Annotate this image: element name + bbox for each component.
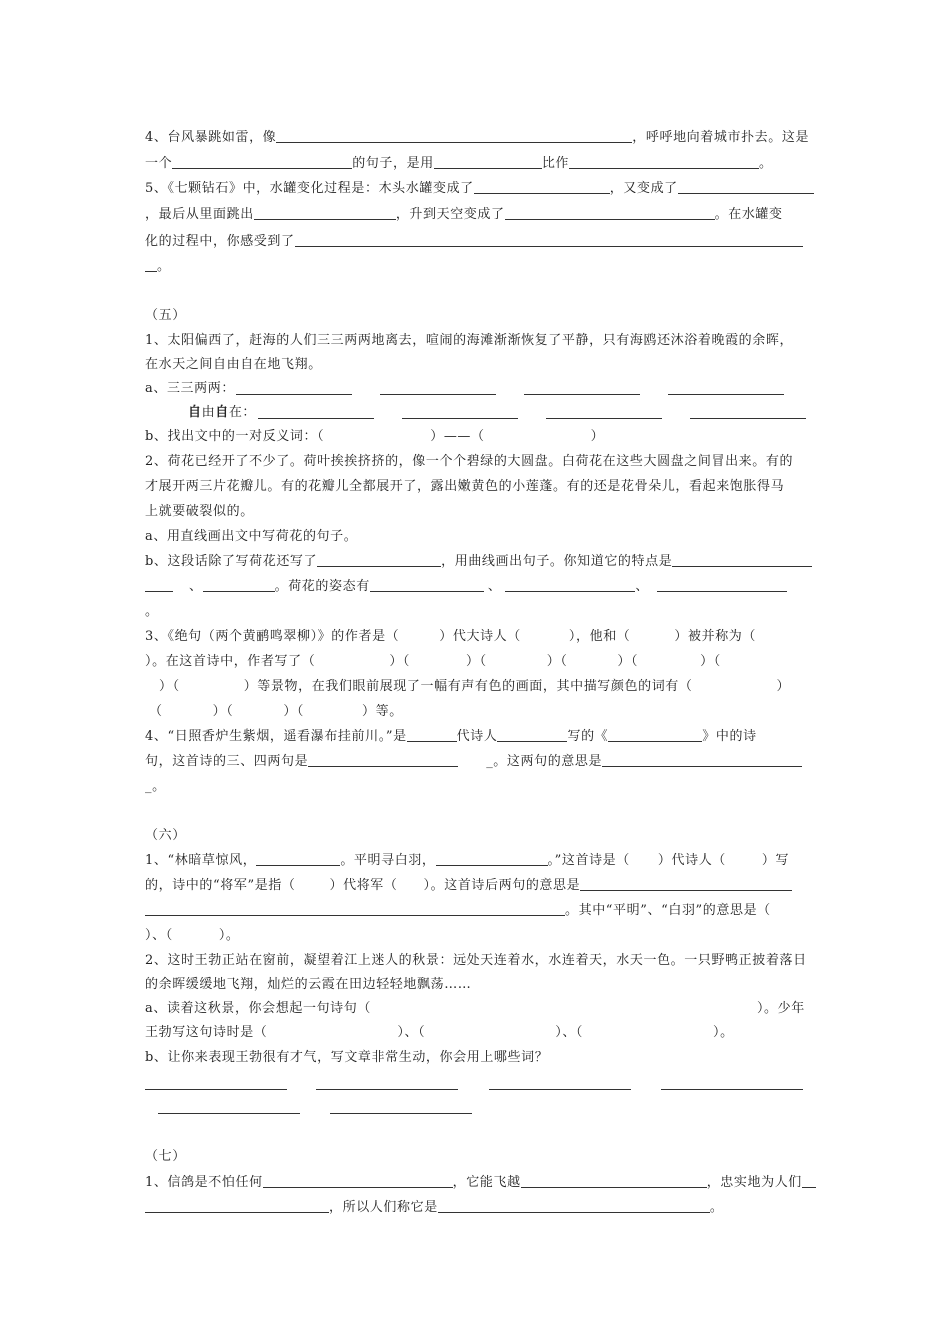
answer-blank[interactable] [436, 851, 548, 866]
s5-q1-a [145, 379, 817, 398]
s6-q2-text: ）、（ [555, 1025, 584, 1040]
answer-blank[interactable] [678, 179, 814, 194]
s6-q1-line1 [145, 851, 817, 870]
s5-q3-line1 [145, 627, 817, 646]
s5-q2-line1: 2、荷花已经开了不少了。荷叶挨挨挤挤的，像一个个碧绿的大圆盘。白荷花在这些大圆盘之间冒出来。有的 [145, 454, 794, 469]
answer-blank[interactable] [608, 727, 702, 742]
s5-q3-line4 [145, 702, 817, 721]
answer-blank[interactable] [668, 393, 784, 395]
s5-q4-line3: _。 [145, 779, 166, 794]
answer-blank[interactable] [145, 577, 173, 592]
s5-q3-text: ）（ [212, 704, 234, 719]
answer-blank[interactable] [402, 417, 518, 419]
s6-q2-a1 [145, 999, 817, 1018]
answer-blank[interactable] [380, 393, 496, 395]
s5-q3-line3 [145, 677, 817, 696]
s5-q4-text: 》中的诗 [702, 729, 757, 744]
answer-blank[interactable] [407, 727, 457, 742]
s5-q3-text: ）（ [283, 704, 305, 719]
answer-blank[interactable] [497, 727, 567, 742]
s5-q1-a2-char: 自 [188, 405, 202, 420]
s6-q1-text: 1、“林暗草惊风， [145, 853, 257, 868]
s5-q2-c-text: 、 [487, 579, 502, 594]
s4-q5-text: ，升到天空变成了 [395, 207, 505, 222]
s5-q1-b-text: ） [590, 429, 605, 444]
s5-q1-b-text: b、找出文中的一对反义词：（ [145, 429, 325, 444]
s5-q2-b [145, 552, 817, 571]
s6-q1-line4 [145, 926, 817, 945]
s6-q1-text: ）。 [218, 928, 240, 943]
s6-q2-text: 王勃写这句诗时是（ [145, 1025, 268, 1040]
s5-q1-a2-char: 自 [215, 405, 229, 420]
s4-q4-text: 4、台风暴跳如雷，像 [145, 130, 277, 145]
s4-q5-line1 [145, 179, 817, 198]
s6-q1-text: ）、（ [145, 928, 173, 943]
s6-q2-b: b、让你来表现王勃很有才气，写文章非常生动，你会用上哪些词？ [145, 1050, 549, 1065]
s6-q1-text: 。其中“平明”、“白羽”的意思是（ [565, 903, 771, 918]
s5-q2-b-text: b、这段话除了写荷花还写了 [145, 554, 318, 569]
s5-q2-c-text: 。荷花的姿态有 [274, 579, 370, 594]
s5-q3-line2 [145, 652, 817, 671]
answer-blank[interactable] [661, 1088, 803, 1090]
s5-q3-text: ）（ [159, 679, 180, 694]
s6-q2-text: ）。 [713, 1025, 734, 1040]
s4-q4-text: 一个 [145, 156, 173, 171]
s6-q1-text: ）代诗人（ [657, 853, 726, 868]
s5-q4-text: 4、“日照香炉生紫烟，遥看瀑布挂前川。”是 [145, 729, 407, 744]
s6-q2-text: a、读着这秋景，你会想起一句诗句（ [145, 1001, 371, 1016]
answer-blank[interactable] [802, 1173, 816, 1188]
answer-blank[interactable] [602, 752, 802, 767]
answer-blank[interactable] [434, 154, 542, 169]
s5-q3-text: （ [149, 704, 163, 719]
s7-q1-text: ，所以人们称它是 [329, 1200, 438, 1215]
s4-q5-text: 化的过程中，你感受到了 [145, 234, 295, 249]
s6-q2-text: ）、（ [397, 1025, 426, 1040]
answer-blank[interactable] [370, 577, 484, 592]
s4-q4-text: 的句子，是用 [352, 156, 434, 171]
answer-blank[interactable] [489, 1088, 631, 1090]
answer-blank[interactable] [145, 1088, 287, 1090]
s7-title: （七） [145, 1149, 186, 1164]
s4-q5-text: 。在水罐变 [714, 207, 783, 222]
answer-blank[interactable] [295, 232, 803, 247]
s7-q1-line2 [145, 1198, 817, 1217]
s6-q1-line3 [145, 901, 817, 920]
s5-q3-text: ）。在这首诗中，作者写了（ [145, 654, 316, 669]
answer-blank[interactable] [158, 1112, 300, 1114]
s6-q2-line1: 2、这时王勃正站在窗前，凝望着江上迷人的秋景：远处天连着水，水连着天，水天一色。一只野鸭正披着落日 [145, 953, 807, 968]
s5-q4-line2 [145, 752, 817, 771]
s5-q2-c-text: 、 [635, 579, 650, 594]
s5-q1-a-label: a、三三两两： [145, 381, 235, 396]
s5-q4-text: 写的《 [567, 729, 609, 744]
answer-blank[interactable] [263, 1173, 453, 1188]
s5-q1-line2: 在水天之间自由自在地飞翔。 [145, 357, 322, 372]
s5-q3-text: ）等景物，在我们眼前展现了一幅有声有色的画面，其中描写颜色的词有（ [243, 679, 693, 694]
s7-q1-text: 1、信鸽是不怕任何 [145, 1175, 263, 1190]
s4-q4-line2 [145, 154, 817, 173]
s6-q1-line2 [145, 876, 817, 895]
s7-q1-text: ，忠实地为人们 [706, 1175, 802, 1190]
s5-q1-b [145, 427, 817, 446]
answer-blank[interactable] [203, 577, 275, 592]
s4-q5-text: 5、《七颗钻石》中，水罐变化过程是：木头水罐变成了 [145, 181, 474, 196]
answer-blank[interactable] [145, 1198, 329, 1213]
answer-blank[interactable] [276, 128, 632, 143]
answer-blank[interactable] [236, 393, 352, 395]
s4-q5-text: ，最后从里面跳出 [145, 207, 254, 222]
s7-q1-line1 [145, 1173, 817, 1192]
answer-blank[interactable] [145, 257, 157, 272]
s4-q5-text: ，又变成了 [609, 181, 678, 196]
s5-q2-line3: 上就要破裂似的。 [145, 504, 254, 519]
s4-q5-line2 [145, 205, 817, 224]
s5-q3-text: ）（ [466, 654, 487, 669]
s5-q1-a2 [188, 403, 860, 422]
s5-q2-d: 。 [145, 604, 159, 619]
answer-blank[interactable] [330, 1112, 472, 1114]
answer-blank[interactable] [438, 1198, 710, 1213]
answer-blank[interactable] [256, 851, 340, 866]
s5-q3-text: ），他和（ [568, 629, 631, 644]
s6-q1-text: ）写 [761, 853, 790, 868]
s6-q1-text: 的，诗中的“将军”是指（ [145, 878, 296, 893]
s6-q1-text: ）代将军（ [329, 878, 398, 893]
answer-blank[interactable] [672, 552, 812, 567]
answer-blank[interactable] [569, 154, 759, 169]
s5-q3-text: ）代大诗人（ [439, 629, 521, 644]
answer-blank[interactable] [690, 417, 806, 419]
answer-blank[interactable] [546, 417, 662, 419]
answer-blank[interactable] [657, 577, 787, 592]
s5-q3-text: ）被并称为（ [674, 629, 757, 644]
answer-blank[interactable] [521, 1173, 707, 1188]
s5-q1-a2-char: 由 [201, 405, 216, 420]
s5-q2-c-text: 、 [189, 579, 203, 594]
s4-q4-text: ，呼呼地向着城市扑去。这是 [632, 130, 810, 145]
answer-blank[interactable] [258, 417, 374, 419]
s5-q3-text: ）（ [546, 654, 568, 669]
s6-q2-text: ）。少年 [756, 1001, 805, 1016]
s5-q2-line2: 才展开两三片花瓣儿。有的花瓣儿全都展开了，露出嫩黄色的小莲蓬。有的还是花骨朵儿，看起来饱胀得马 [145, 479, 785, 494]
s7-q1-text: ，它能飞越 [452, 1175, 521, 1190]
s6-q2-a2 [145, 1023, 817, 1042]
s5-q3-text: ）（ [389, 654, 411, 669]
s4-q4-text: 比作 [541, 156, 570, 171]
s5-q1-line1: 1、太阳偏西了，赶海的人们三三两两地离去，喧闹的海滩渐渐恢复了平静，只有海鸥还沐浴着晚霞的余晖， [145, 333, 794, 348]
s5-q4-text: 句，这首诗的三、四两句是 [145, 754, 309, 769]
s6-q1-text: 。平明寻白羽， [340, 853, 436, 868]
s4-q5-line4 [145, 257, 817, 276]
answer-blank[interactable] [145, 901, 565, 916]
s6-q1-text: 。”这首诗是（ [547, 853, 630, 868]
s6-q1-text: ）。这首诗后两句的意思是 [423, 878, 581, 893]
s5-q3-text: ） [776, 679, 791, 694]
s5-q3-text: ）等。 [362, 704, 403, 719]
s4-q4-text: 。 [759, 156, 773, 171]
s4-q5-text: 。 [157, 259, 171, 274]
s5-q1-b-text: ）——（ [430, 429, 485, 444]
s5-q2-c [145, 577, 817, 596]
s5-q4-line1 [145, 727, 817, 746]
answer-blank[interactable] [505, 205, 715, 220]
s5-q3-text: ）（ [617, 654, 639, 669]
s5-q4-text: _。这两句的意思是 [486, 754, 603, 769]
s6-q2-line2: 的余晖缓缓地飞翔，灿烂的云霞在田边轻轻地飘荡…… [145, 977, 472, 992]
s6-title: （六） [145, 828, 186, 843]
answer-blank[interactable] [316, 1088, 458, 1090]
s5-q3-text: 3、《绝句（两个黄鹂鸣翠柳）》的作者是（ [145, 629, 400, 644]
answer-blank[interactable] [474, 179, 610, 194]
answer-blank[interactable] [505, 577, 635, 592]
s4-q4-line1 [145, 128, 817, 147]
s5-q3-text: ）（ [700, 654, 721, 669]
answer-blank[interactable] [308, 752, 458, 767]
s7-q1-text: 。 [709, 1200, 724, 1215]
s5-q4-text: 代诗人 [456, 729, 498, 744]
s5-title: （五） [145, 308, 186, 323]
s5-q2-a: a、用直线画出文中写荷花的句子。 [145, 529, 358, 544]
answer-blank[interactable] [317, 552, 441, 567]
s5-q1-a2-char: 在： [228, 405, 257, 420]
s5-q2-b-text: ，用曲线画出句子。你知道它的特点是 [441, 554, 673, 569]
s4-q5-line3 [145, 232, 817, 251]
answer-blank[interactable] [254, 205, 396, 220]
answer-blank[interactable] [580, 876, 792, 891]
answer-blank[interactable] [524, 393, 640, 395]
answer-blank[interactable] [172, 154, 352, 169]
